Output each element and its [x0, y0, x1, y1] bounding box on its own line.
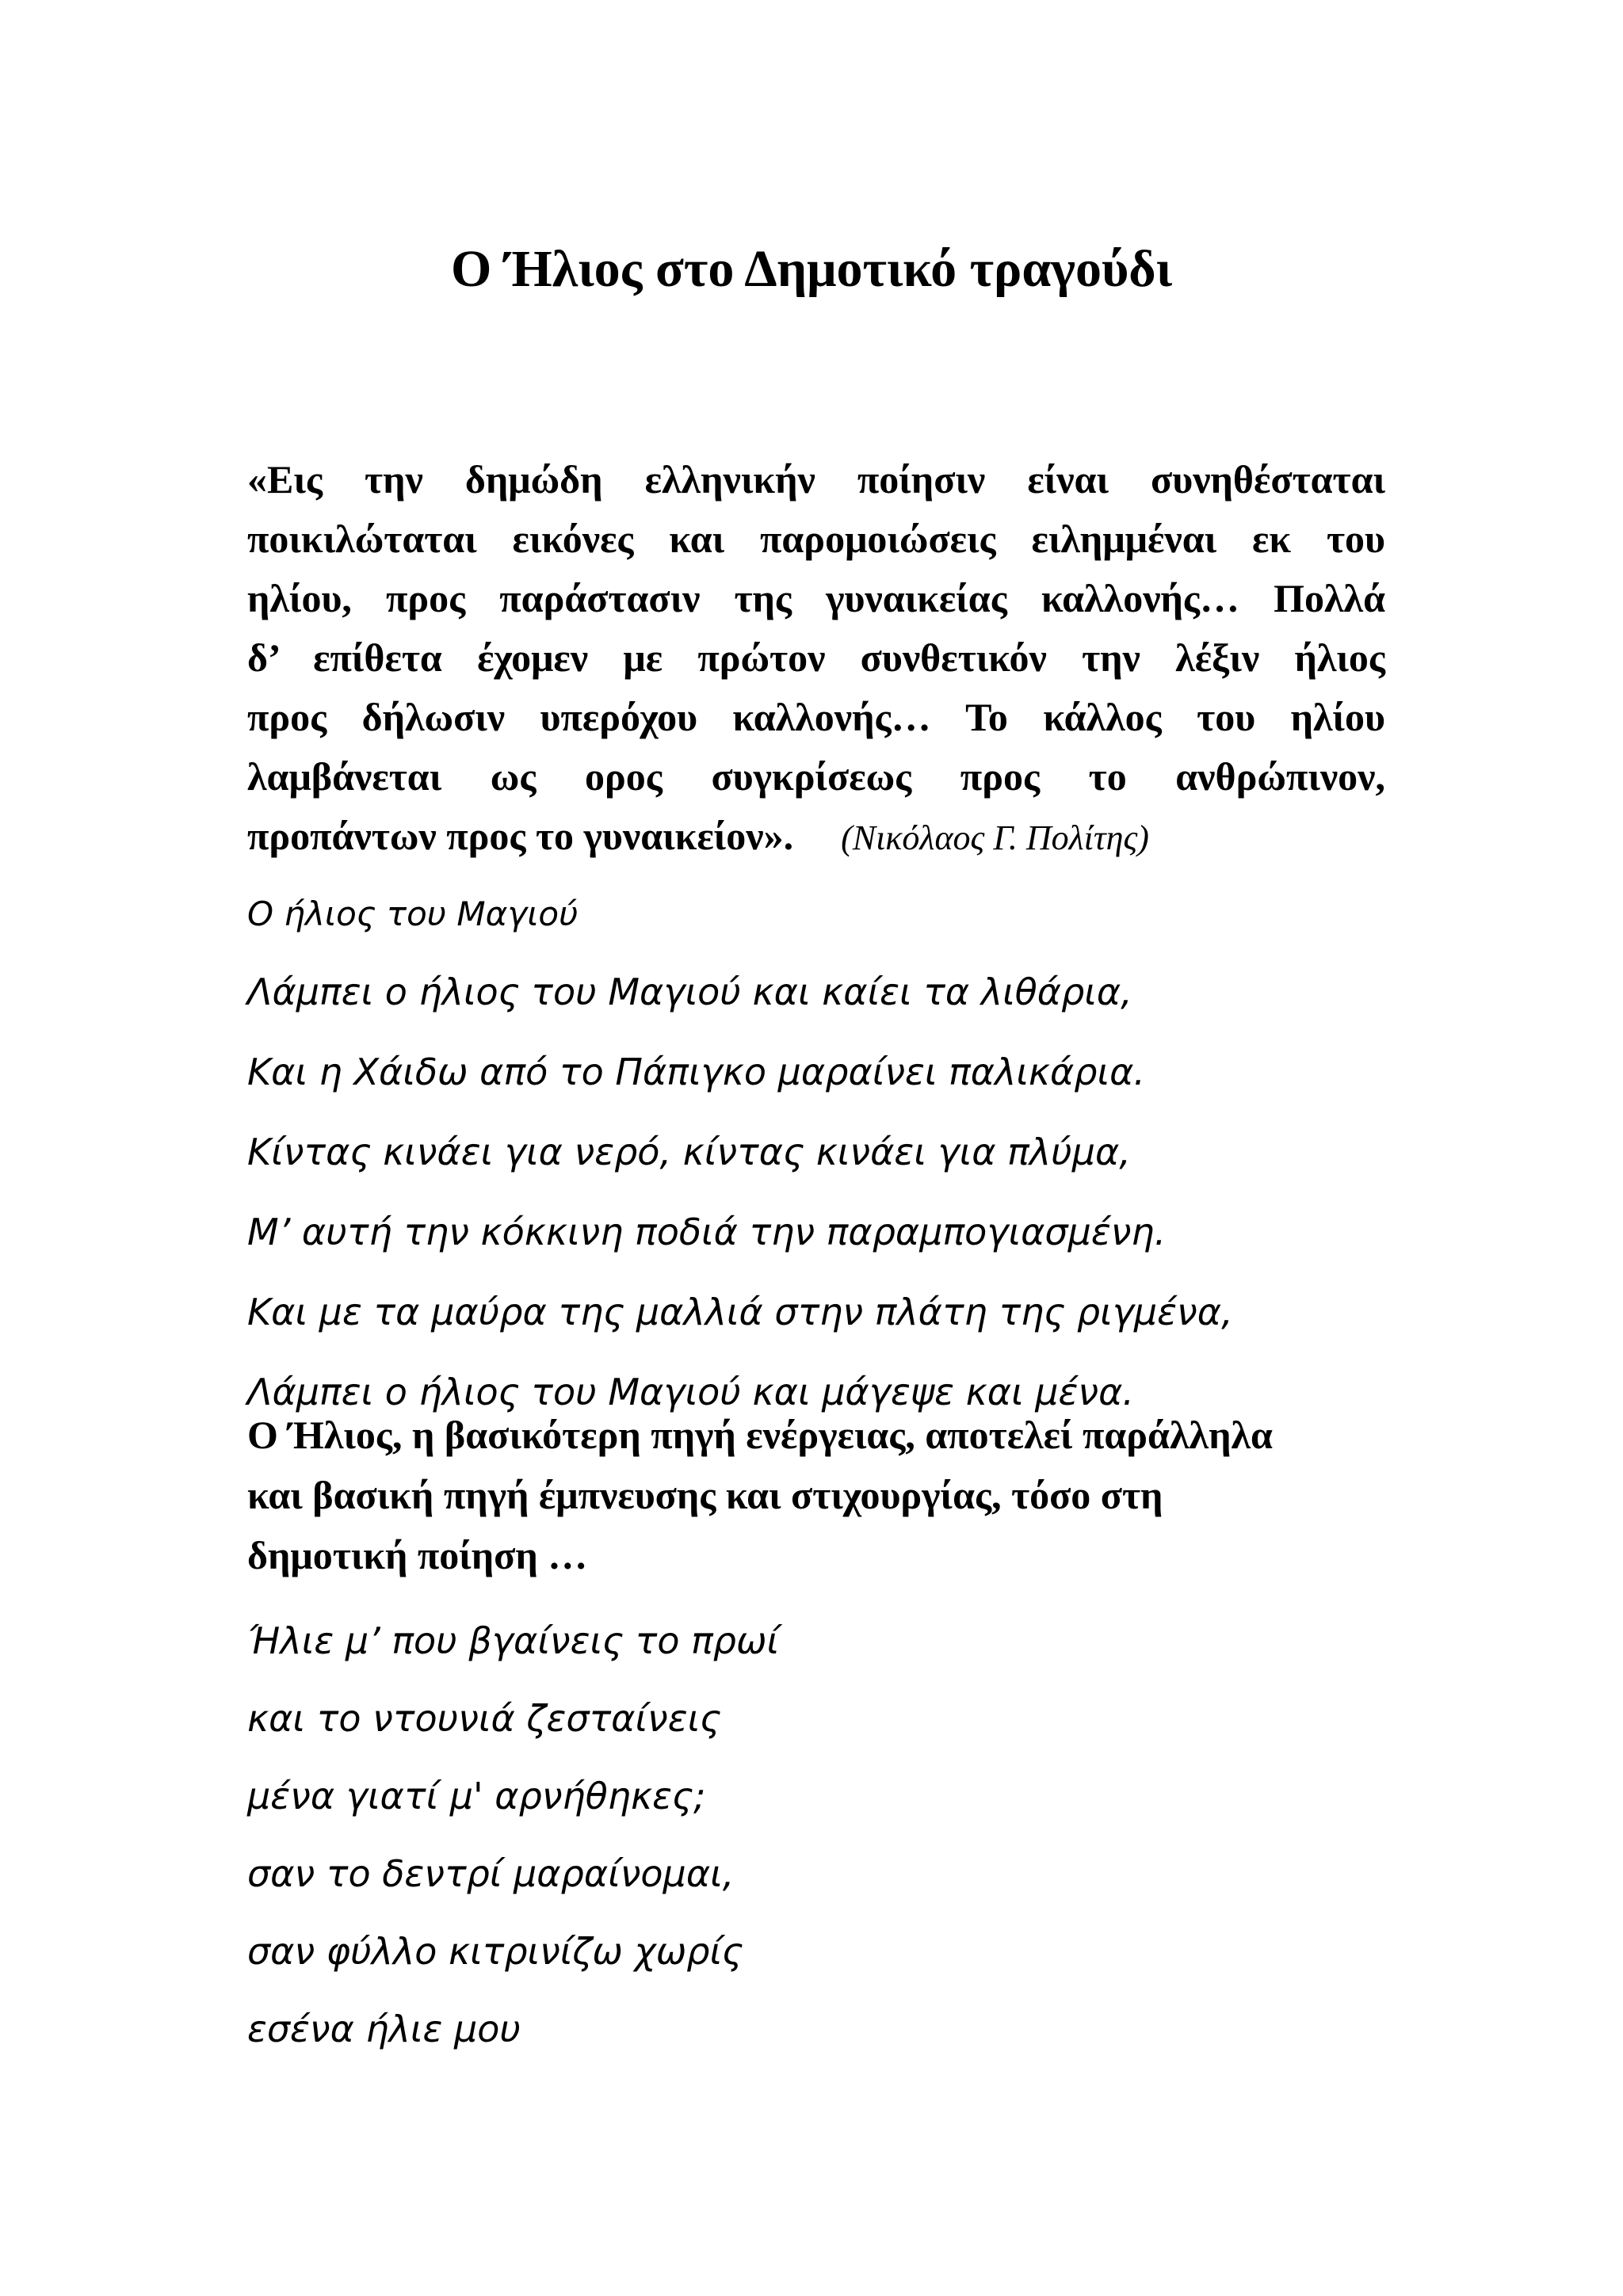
- poem-may-sun: [247, 952, 1233, 1432]
- quote-line: «Εις την δημώδη ελληνικήν ποίησιν είναι συνηθέσταται: [247, 457, 1385, 502]
- quote-line: προπάντων προς το γυναικείον».: [247, 814, 794, 858]
- quote-last-line: [247, 807, 1385, 866]
- poem-verse: εσένα ήλιε μου: [247, 2008, 521, 2050]
- quote-author: (Νικόλαος Γ. Πολίτης): [841, 818, 1149, 857]
- poem-verse: Λάμπει ο ήλιος του Μαγιού και καίει τα λιθάρια,: [247, 971, 1132, 1013]
- quote-line: λαμβάνεται ως ορος συγκρίσεως προς το ανθρώπινον,: [247, 754, 1385, 799]
- sun-paragraph: [247, 1405, 1388, 1585]
- poem-verse: Λάμπει ο ήλιος του Μαγιού και μάγεψε και μένα.: [247, 1371, 1135, 1413]
- quote-line: δ’ επίθετα έχομεν με πρώτον συνθετικόν την λέξιν ήλιος: [247, 635, 1385, 680]
- quote-line: ποικιλώταται εικόνες και παρομοιώσεις ειλημμέναι εκ του: [247, 517, 1385, 561]
- paragraph-line: δημοτική ποίηση …: [247, 1533, 588, 1577]
- quote-line: προς δήλωσιν υπερόχου καλλονής… Το κάλλος του ηλίου: [247, 695, 1385, 739]
- quote-line: ηλίου, προς παράστασιν της γυναικείας καλλονής… Πολλά: [247, 576, 1385, 620]
- poem-verse: μένα γιατί μ' αρνήθηκες;: [247, 1775, 706, 1817]
- poem-verse: και το ντουνιά ζεσταίνεις: [247, 1697, 722, 1740]
- poem-verse: Και η Χάιδω από το Πάπιγκο μαραίνει παλικάρια.: [247, 1051, 1146, 1093]
- poem-verse: Μ’ αυτή την κόκκινη ποδιά την παραμπογιασμένη.: [247, 1211, 1167, 1253]
- poem-verse: Ήλιε μ’ που βγαίνεις το πρωί: [247, 1619, 780, 1662]
- politis-quote: [247, 450, 1385, 866]
- page-title: Ο Ήλιος στο Δημοτικό τραγούδι: [450, 240, 1173, 298]
- poem-verse: Και με τα μαύρα της μαλλιά στην πλάτη της ριγμένα,: [247, 1291, 1233, 1333]
- paragraph-line: Ο Ήλιος, η βασικότερη πηγή ενέργειας, αποτελεί παράλληλα: [247, 1413, 1273, 1457]
- poem-verse: σαν φύλλο κιτρινίζω χωρίς: [247, 1930, 744, 1973]
- poem-verse: σαν το δεντρί μαραίνομαι,: [247, 1852, 735, 1895]
- poem-verse: Κίντας κινάει για νερό, κίντας κινάει για πλύμα,: [247, 1131, 1131, 1173]
- poem-title: Ο ήλιος του Μαγιού: [247, 894, 579, 933]
- paragraph-line: και βασική πηγή έμπνευσης και στιχουργίας, τόσο στη: [247, 1473, 1163, 1517]
- poem-sun-of-mine: [247, 1602, 779, 2068]
